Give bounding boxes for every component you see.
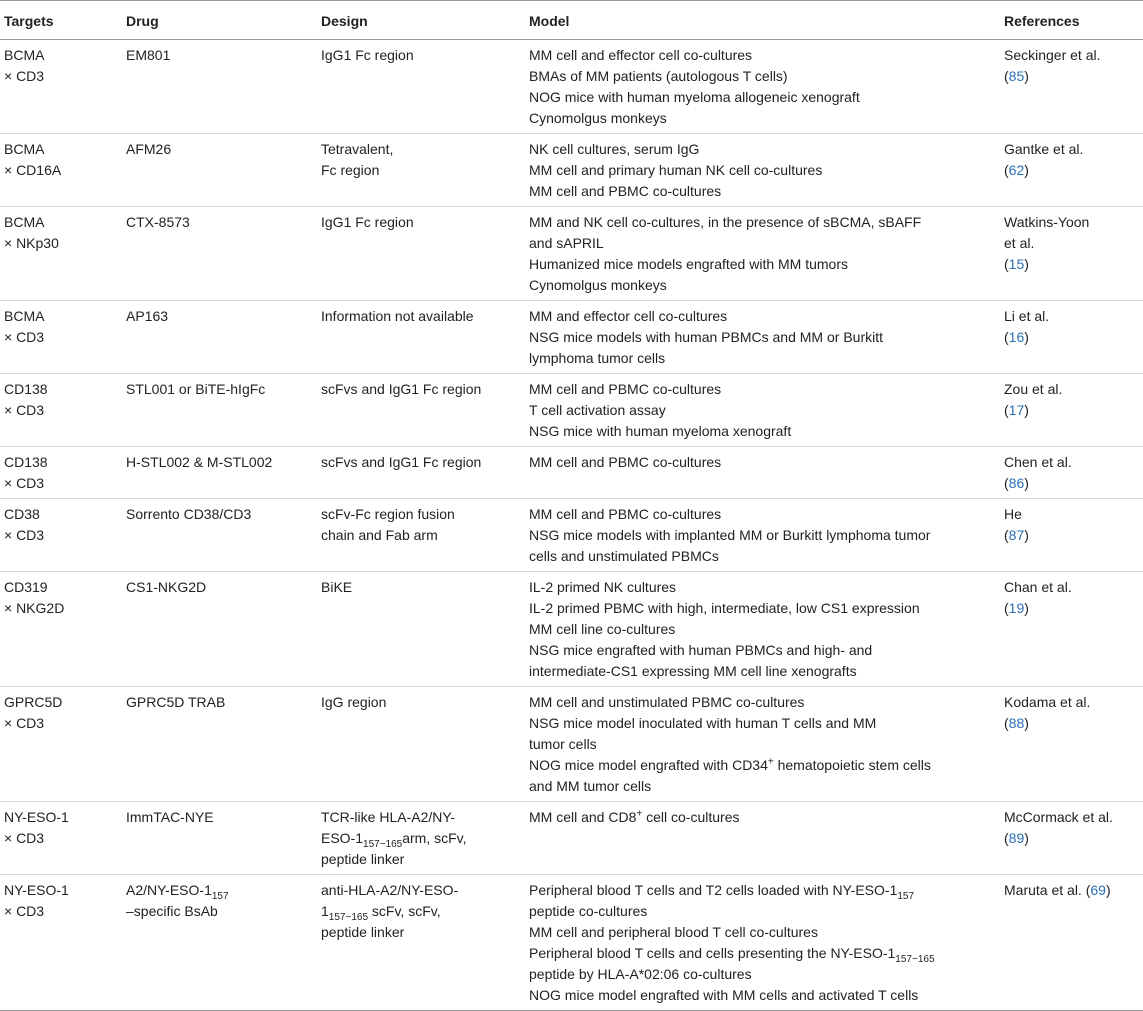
header-drug: Drug bbox=[122, 1, 317, 40]
table-row bbox=[0, 802, 1143, 875]
table-row bbox=[0, 447, 1143, 499]
design-subscript: 157−165 bbox=[328, 911, 369, 923]
table-row bbox=[0, 40, 1143, 134]
cell-drug bbox=[122, 374, 317, 447]
reference-link[interactable]: 69 bbox=[1090, 882, 1106, 898]
cell-drug bbox=[122, 687, 317, 802]
cell-drug bbox=[122, 40, 317, 134]
cell-model bbox=[525, 207, 1000, 301]
table-row bbox=[0, 875, 1143, 1011]
model-line: NSG mice models with implanted MM or Burkitt lymphoma tumor bbox=[529, 527, 931, 543]
targets-line: × NKG2D bbox=[4, 600, 65, 616]
model-line: lymphoma tumor cells bbox=[529, 350, 666, 366]
reference-line: Seckinger et al. bbox=[1004, 47, 1101, 63]
cell-design bbox=[317, 374, 525, 447]
targets-line: CD38 bbox=[4, 506, 40, 522]
cell-drug bbox=[122, 875, 317, 1011]
cell-design bbox=[317, 687, 525, 802]
model-line: NSG mice model inoculated with human T cells and MM bbox=[529, 715, 877, 731]
model-line: NSG mice engrafted with human PBMCs and high- and bbox=[529, 642, 873, 658]
model-line: MM cell and PBMC co-cultures bbox=[529, 506, 722, 522]
design-text: 1 bbox=[321, 903, 329, 919]
cell-drug bbox=[122, 447, 317, 499]
model-line: MM cell and primary human NK cell co-cultures bbox=[529, 162, 823, 178]
model-text: cell co-cultures bbox=[642, 809, 740, 825]
cell-targets bbox=[0, 374, 122, 447]
cell-model bbox=[525, 875, 1000, 1011]
cell-model bbox=[525, 134, 1000, 207]
cell-design bbox=[317, 499, 525, 572]
header-references: References bbox=[1000, 1, 1143, 40]
cell-design bbox=[317, 875, 525, 1011]
cell-targets bbox=[0, 447, 122, 499]
model-text: NOG mice model engrafted with CD34 bbox=[529, 757, 768, 773]
model-line: cells and unstimulated PBMCs bbox=[529, 548, 719, 564]
model-line: Humanized mice models engrafted with MM tumors bbox=[529, 256, 849, 272]
table-row bbox=[0, 374, 1143, 447]
model-line: NOG mice model engrafted with MM cells and activated T cells bbox=[529, 987, 919, 1003]
cell-targets bbox=[0, 572, 122, 687]
model-line: MM cell line co-cultures bbox=[529, 621, 676, 637]
reference-line: (19) bbox=[1004, 600, 1029, 616]
cell-targets bbox=[0, 875, 122, 1011]
design-line: TCR-like HLA-A2/NY- bbox=[321, 809, 456, 825]
cell-drug bbox=[122, 207, 317, 301]
model-line: intermediate-CS1 expressing MM cell line xenografts bbox=[529, 663, 857, 679]
reference-link[interactable]: 17 bbox=[1008, 402, 1025, 418]
design-line: IgG1 Fc region bbox=[321, 214, 414, 230]
drug-line: –specific BsAb bbox=[126, 903, 218, 919]
model-line: NK cell cultures, serum IgG bbox=[529, 141, 700, 157]
cell-design bbox=[317, 301, 525, 374]
drug-line: ImmTAC-NYE bbox=[126, 809, 214, 825]
drug-line: AP163 bbox=[126, 308, 169, 324]
cell-targets bbox=[0, 687, 122, 802]
design-line: IgG region bbox=[321, 694, 387, 710]
model-line: BMAs of MM patients (autologous T cells) bbox=[529, 68, 788, 84]
cell-drug bbox=[122, 301, 317, 374]
drug-text: A2/NY-ESO-1 bbox=[126, 882, 212, 898]
drug-line: GPRC5D TRAB bbox=[126, 694, 226, 710]
reference-line: (62) bbox=[1004, 162, 1029, 178]
model-line: IL-2 primed NK cultures bbox=[529, 579, 677, 595]
drug-line: AFM26 bbox=[126, 141, 172, 157]
drug-line: EM801 bbox=[126, 47, 171, 63]
reference-link[interactable]: 87 bbox=[1008, 527, 1025, 543]
design-subscript: 157−165 bbox=[363, 838, 403, 850]
model-line: MM cell and peripheral blood T cell co-cultures bbox=[529, 924, 818, 940]
targets-line: NY-ESO-1 bbox=[4, 882, 69, 898]
cell-design bbox=[317, 40, 525, 134]
design-line: peptide linker bbox=[321, 851, 405, 867]
model-superscript: + bbox=[767, 756, 774, 768]
targets-line: × CD3 bbox=[4, 830, 45, 846]
cell-design bbox=[317, 802, 525, 875]
model-line: MM cell and effector cell co-cultures bbox=[529, 47, 753, 63]
model-line bbox=[529, 807, 996, 828]
targets-line: × CD3 bbox=[4, 527, 45, 543]
design-line: BiKE bbox=[321, 579, 353, 595]
cell-design bbox=[317, 572, 525, 687]
drug-line: Sorrento CD38/CD3 bbox=[126, 506, 252, 522]
model-line: and MM tumor cells bbox=[529, 778, 652, 794]
model-line: peptide by HLA-A*02:06 co-cultures bbox=[529, 966, 752, 982]
reference-line: et al. bbox=[1004, 235, 1035, 251]
targets-line: × CD3 bbox=[4, 68, 45, 84]
model-line: peptide co-cultures bbox=[529, 903, 648, 919]
cell-references bbox=[1000, 572, 1143, 687]
design-line: Information not available bbox=[321, 308, 474, 324]
reference-line: (16) bbox=[1004, 329, 1029, 345]
model-superscript: + bbox=[636, 808, 643, 820]
reference-link[interactable]: 19 bbox=[1008, 600, 1025, 616]
reference-link[interactable]: 62 bbox=[1008, 162, 1025, 178]
table-row bbox=[0, 499, 1143, 572]
cell-design bbox=[317, 447, 525, 499]
reference-line: (85) bbox=[1004, 68, 1029, 84]
header-targets: Targets bbox=[0, 1, 122, 40]
targets-line: BCMA bbox=[4, 141, 45, 157]
header-row bbox=[0, 1, 1143, 40]
model-line: IL-2 primed PBMC with high, intermediate, low CS1 expression bbox=[529, 600, 920, 616]
cell-targets bbox=[0, 301, 122, 374]
design-line bbox=[321, 901, 521, 922]
reference-link[interactable]: 85 bbox=[1008, 68, 1025, 84]
reference-link[interactable]: 86 bbox=[1008, 475, 1025, 491]
model-line: tumor cells bbox=[529, 736, 597, 752]
reference-link[interactable]: 15 bbox=[1008, 256, 1025, 272]
model-text: Peripheral blood T cells and cells presenting the NY-ESO-1 bbox=[529, 945, 896, 961]
targets-line: × CD3 bbox=[4, 715, 45, 731]
cell-drug bbox=[122, 802, 317, 875]
model-line: MM cell and PBMC co-cultures bbox=[529, 183, 722, 199]
model-line: NSG mice with human myeloma xenograft bbox=[529, 423, 792, 439]
reference-link[interactable]: 16 bbox=[1008, 329, 1025, 345]
targets-line: BCMA bbox=[4, 47, 45, 63]
reference-line: He bbox=[1004, 506, 1022, 522]
reference-line: (86) bbox=[1004, 475, 1029, 491]
cell-model bbox=[525, 687, 1000, 802]
cell-references bbox=[1000, 499, 1143, 572]
reference-line: Maruta et al. (69) bbox=[1004, 882, 1111, 898]
cell-drug bbox=[122, 572, 317, 687]
cell-references bbox=[1000, 875, 1143, 1011]
cell-model bbox=[525, 301, 1000, 374]
cell-references bbox=[1000, 687, 1143, 802]
model-subscript: 157−165 bbox=[895, 953, 935, 965]
model-text: MM cell and CD8 bbox=[529, 809, 637, 825]
reference-line: Li et al. bbox=[1004, 308, 1050, 324]
reference-line: Chan et al. bbox=[1004, 579, 1072, 595]
model-line: Cynomolgus monkeys bbox=[529, 110, 667, 126]
cell-model bbox=[525, 447, 1000, 499]
design-line bbox=[321, 828, 521, 849]
header-design: Design bbox=[317, 1, 525, 40]
reference-link[interactable]: 88 bbox=[1008, 715, 1025, 731]
targets-line: CD319 bbox=[4, 579, 48, 595]
design-line: scFvs and IgG1 Fc region bbox=[321, 381, 482, 397]
design-line: Tetravalent, bbox=[321, 141, 394, 157]
cell-model bbox=[525, 572, 1000, 687]
reference-line: Gantke et al. bbox=[1004, 141, 1084, 157]
table-row bbox=[0, 207, 1143, 301]
cell-references bbox=[1000, 374, 1143, 447]
reference-line: (17) bbox=[1004, 402, 1029, 418]
cell-targets bbox=[0, 499, 122, 572]
targets-line: NY-ESO-1 bbox=[4, 809, 69, 825]
model-text: hematopoietic stem cells bbox=[773, 757, 931, 773]
reference-line: Kodama et al. bbox=[1004, 694, 1091, 710]
drug-subscript: 157 bbox=[211, 890, 229, 902]
reference-line: (89) bbox=[1004, 830, 1029, 846]
design-line: IgG1 Fc region bbox=[321, 47, 414, 63]
model-line bbox=[529, 943, 996, 964]
model-line: NOG mice with human myeloma allogeneic xenograft bbox=[529, 89, 860, 105]
cell-targets bbox=[0, 802, 122, 875]
targets-line: CD138 bbox=[4, 381, 48, 397]
reference-line: Chen et al. bbox=[1004, 454, 1072, 470]
reference-line: (87) bbox=[1004, 527, 1029, 543]
targets-line: × NKp30 bbox=[4, 235, 59, 251]
table-row bbox=[0, 572, 1143, 687]
reference-line: (15) bbox=[1004, 256, 1029, 272]
model-line: MM and NK cell co-cultures, in the presence of sBCMA, sBAFF bbox=[529, 214, 922, 230]
reference-line: Watkins-Yoon bbox=[1004, 214, 1090, 230]
design-text: scFv, scFv, bbox=[368, 903, 441, 919]
design-line: Fc region bbox=[321, 162, 380, 178]
design-text: arm, scFv, bbox=[402, 830, 467, 846]
model-line: Cynomolgus monkeys bbox=[529, 277, 667, 293]
cell-model bbox=[525, 802, 1000, 875]
targets-line: × CD3 bbox=[4, 903, 45, 919]
model-line: T cell activation assay bbox=[529, 402, 666, 418]
table-row bbox=[0, 687, 1143, 802]
cell-design bbox=[317, 134, 525, 207]
model-line: MM cell and PBMC co-cultures bbox=[529, 454, 722, 470]
cell-targets bbox=[0, 40, 122, 134]
cell-design bbox=[317, 207, 525, 301]
drug-line: CTX-8573 bbox=[126, 214, 190, 230]
design-line: scFv-Fc region fusion bbox=[321, 506, 455, 522]
cell-references bbox=[1000, 207, 1143, 301]
cell-targets bbox=[0, 134, 122, 207]
model-line: and sAPRIL bbox=[529, 235, 604, 251]
reference-line: McCormack et al. bbox=[1004, 809, 1113, 825]
table-row bbox=[0, 134, 1143, 207]
reference-line: Zou et al. bbox=[1004, 381, 1063, 397]
reference-link[interactable]: 89 bbox=[1008, 830, 1025, 846]
cell-references bbox=[1000, 301, 1143, 374]
cell-targets bbox=[0, 207, 122, 301]
model-text: Peripheral blood T cells and T2 cells loaded with NY-ESO-1 bbox=[529, 882, 898, 898]
model-line: NSG mice models with human PBMCs and MM or Burkitt bbox=[529, 329, 883, 345]
drug-line: CS1-NKG2D bbox=[126, 579, 207, 595]
table-row bbox=[0, 301, 1143, 374]
model-line: MM and effector cell co-cultures bbox=[529, 308, 728, 324]
model-line bbox=[529, 880, 996, 901]
targets-line: × CD3 bbox=[4, 475, 45, 491]
model-line: MM cell and unstimulated PBMC co-cultures bbox=[529, 694, 805, 710]
cell-model bbox=[525, 499, 1000, 572]
model-line: MM cell and PBMC co-cultures bbox=[529, 381, 722, 397]
targets-line: BCMA bbox=[4, 214, 45, 230]
model-subscript: 157 bbox=[897, 890, 915, 902]
cell-references bbox=[1000, 134, 1143, 207]
design-text: ESO-1 bbox=[321, 830, 364, 846]
design-line: scFvs and IgG1 Fc region bbox=[321, 454, 482, 470]
design-line: peptide linker bbox=[321, 924, 405, 940]
cell-drug bbox=[122, 499, 317, 572]
cell-model bbox=[525, 40, 1000, 134]
targets-line: × CD3 bbox=[4, 329, 45, 345]
drug-line: STL001 or BiTE-hIgFc bbox=[126, 381, 266, 397]
targets-line: BCMA bbox=[4, 308, 45, 324]
cell-model bbox=[525, 374, 1000, 447]
reference-line: (88) bbox=[1004, 715, 1029, 731]
targets-line: × CD3 bbox=[4, 402, 45, 418]
cell-references bbox=[1000, 802, 1143, 875]
targets-line: GPRC5D bbox=[4, 694, 63, 710]
design-line: anti-HLA-A2/NY-ESO- bbox=[321, 882, 459, 898]
cell-references bbox=[1000, 447, 1143, 499]
drug-line bbox=[126, 880, 313, 901]
cell-references bbox=[1000, 40, 1143, 134]
header-model: Model bbox=[525, 1, 1000, 40]
model-line bbox=[529, 755, 996, 776]
cell-drug bbox=[122, 134, 317, 207]
targets-line: × CD16A bbox=[4, 162, 62, 178]
design-line: chain and Fab arm bbox=[321, 527, 438, 543]
drug-line: H-STL002 & M-STL002 bbox=[126, 454, 273, 470]
targets-line: CD138 bbox=[4, 454, 48, 470]
